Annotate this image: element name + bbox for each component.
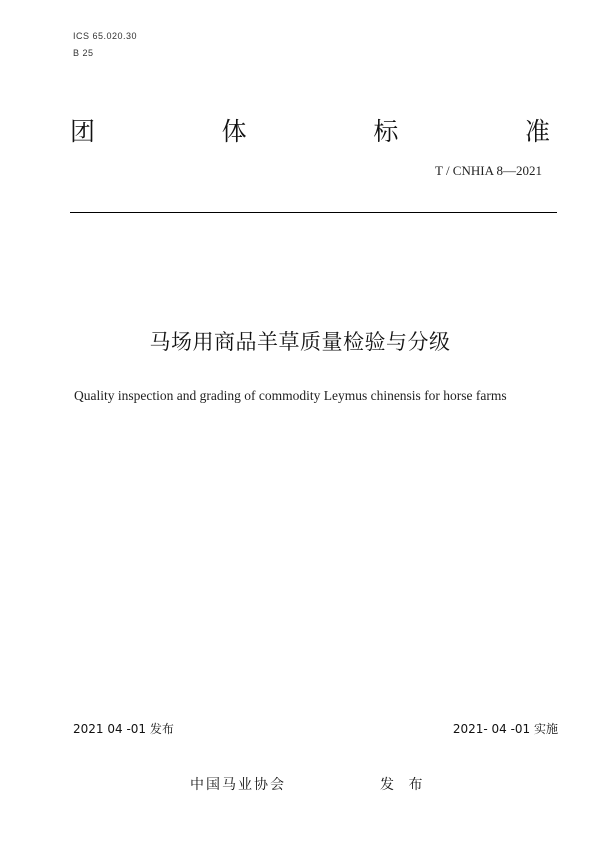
standard-type-char: 准 bbox=[524, 117, 550, 146]
standard-type-char: 体 bbox=[221, 117, 247, 146]
release-date: 2021 04 -01 发布 bbox=[73, 722, 174, 736]
implementation-date: 2021- 04 -01 实施 bbox=[452, 722, 558, 736]
document-title-chinese: 马场用商品羊草质量检验与分级 bbox=[149, 330, 451, 354]
header-divider bbox=[70, 212, 557, 213]
document-title-english: Quality inspection and grading of commodity Leymus chinensis for horse farms bbox=[74, 388, 507, 403]
issue-label: 发 布 bbox=[380, 777, 428, 793]
issuing-organization: 中国马业协会 bbox=[190, 777, 286, 793]
ics-code: ICS 65.020.30 bbox=[73, 31, 138, 41]
standard-type-char: 标 bbox=[373, 117, 399, 146]
standard-type-char: 团 bbox=[70, 117, 96, 146]
standard-number: T / CNHIA 8—2021 bbox=[434, 163, 542, 178]
ccs-code: B 25 bbox=[73, 48, 94, 58]
standard-type-heading bbox=[70, 110, 550, 150]
